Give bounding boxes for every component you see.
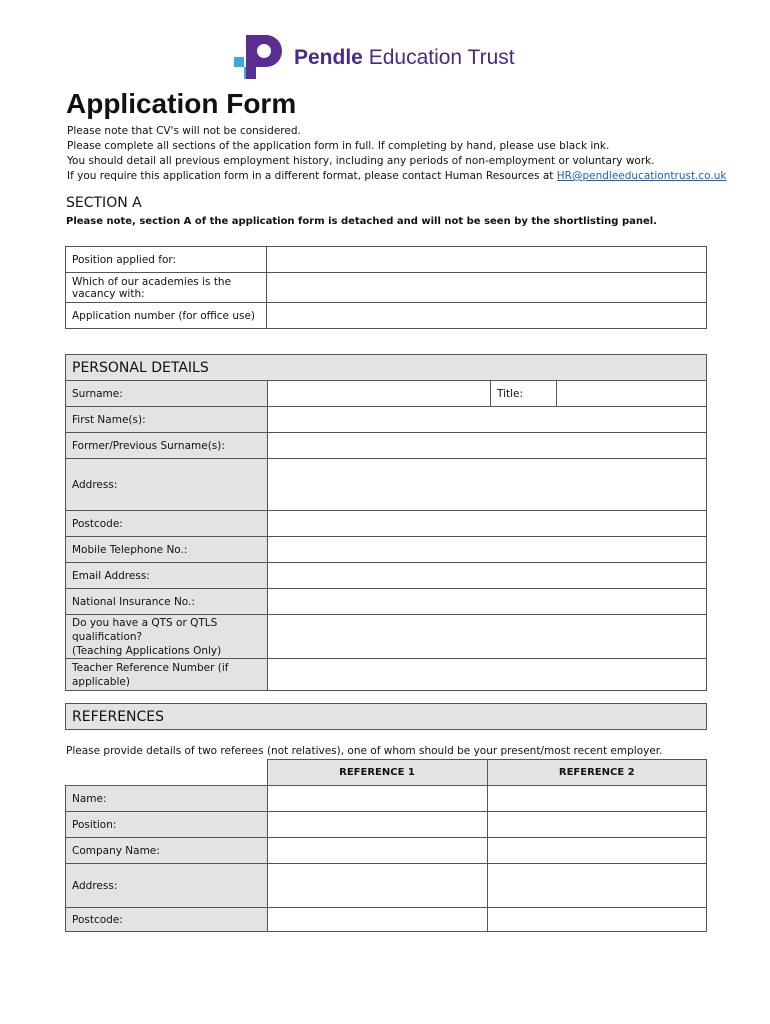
section-a-table [65,246,707,329]
ni-label: National Insurance No.: [66,589,268,615]
ref-address-label: Address: [66,864,268,908]
surname-label: Surname: [66,381,268,407]
academy-field[interactable] [267,273,707,303]
qts-label [66,615,268,659]
title-label: Title: [491,381,557,407]
ref-name-label: Name: [66,786,268,812]
teacher-ref-label: Teacher Reference Number (if applicable) [66,659,268,691]
intro-line-3: You should detail all previous employment history, including any periods of non-employment or voluntary work. [67,155,655,167]
ref-position-label: Position: [66,812,268,838]
postcode-field[interactable] [268,511,707,537]
ref1-postcode-field[interactable] [267,908,487,932]
references-corner [66,760,268,786]
surname-field[interactable] [268,381,491,407]
ni-field[interactable] [268,589,707,615]
personal-details-heading: PERSONAL DETAILS [65,354,707,381]
logo-name-bold: Pendle [294,46,363,69]
position-applied-label: Position applied for: [66,247,267,273]
mobile-label: Mobile Telephone No.: [66,537,268,563]
ref-postcode-label: Postcode: [66,908,268,932]
ref2-position-field[interactable] [487,812,707,838]
hr-email-link[interactable]: HR@pendleeducationtrust.co.uk [556,170,727,182]
page-title: Application Form [66,88,297,119]
intro-line-4-prefix: If you require this application form in a different format, please contact Human Resources at [67,170,557,182]
logo-text [294,46,515,70]
address-field[interactable] [268,459,707,511]
ref2-name-field[interactable] [487,786,707,812]
ref1-company-field[interactable] [267,838,487,864]
logo [234,33,564,83]
qts-field[interactable] [268,615,707,659]
mobile-field[interactable] [268,537,707,563]
references-note: Please provide details of two referees (not relatives), one of whom should be your present/most recent employer. [66,745,663,757]
ref1-name-field[interactable] [267,786,487,812]
qts-question: Do you have a QTS or QTLS qualification? [72,616,218,643]
address-label: Address: [66,459,268,511]
title-field[interactable] [557,381,707,407]
intro-line-1: Please note that CV's will not be considered. [67,125,301,137]
email-label: Email Address: [66,563,268,589]
references-heading: REFERENCES [65,703,707,730]
postcode-label: Postcode: [66,511,268,537]
qts-note: (Teaching Applications Only) [72,644,222,657]
ref1-address-field[interactable] [267,864,487,908]
ref1-position-field[interactable] [267,812,487,838]
ref2-company-field[interactable] [487,838,707,864]
former-surname-field[interactable] [268,433,707,459]
academy-label: Which of our academies is the vacancy with: [66,273,267,303]
position-applied-field[interactable] [267,247,707,273]
intro-line-4 [67,169,747,184]
ref2-postcode-field[interactable] [487,908,707,932]
first-name-field[interactable] [268,407,707,433]
ref-company-label: Company Name: [66,838,268,864]
intro-text [67,124,747,184]
section-a-heading: SECTION A [66,195,142,211]
first-name-label: First Name(s): [66,407,268,433]
reference-2-header: REFERENCE 2 [487,760,707,786]
former-surname-label: Former/Previous Surname(s): [66,433,268,459]
teacher-ref-field[interactable] [268,659,707,691]
ref2-address-field[interactable] [487,864,707,908]
application-number-label: Application number (for office use) [66,303,267,329]
references-table [65,759,707,932]
intro-line-2: Please complete all sections of the application form in full. If completing by hand, please use black ink. [67,140,610,152]
email-field[interactable] [268,563,707,589]
reference-1-header: REFERENCE 1 [267,760,487,786]
personal-details-table [65,380,707,691]
logo-mark-icon [234,33,286,83]
application-number-field[interactable] [267,303,707,329]
section-a-note: Please note, section A of the application form is detached and will not be seen by the shortlisting panel. [66,216,657,227]
logo-name-rest: Education Trust [368,46,515,69]
